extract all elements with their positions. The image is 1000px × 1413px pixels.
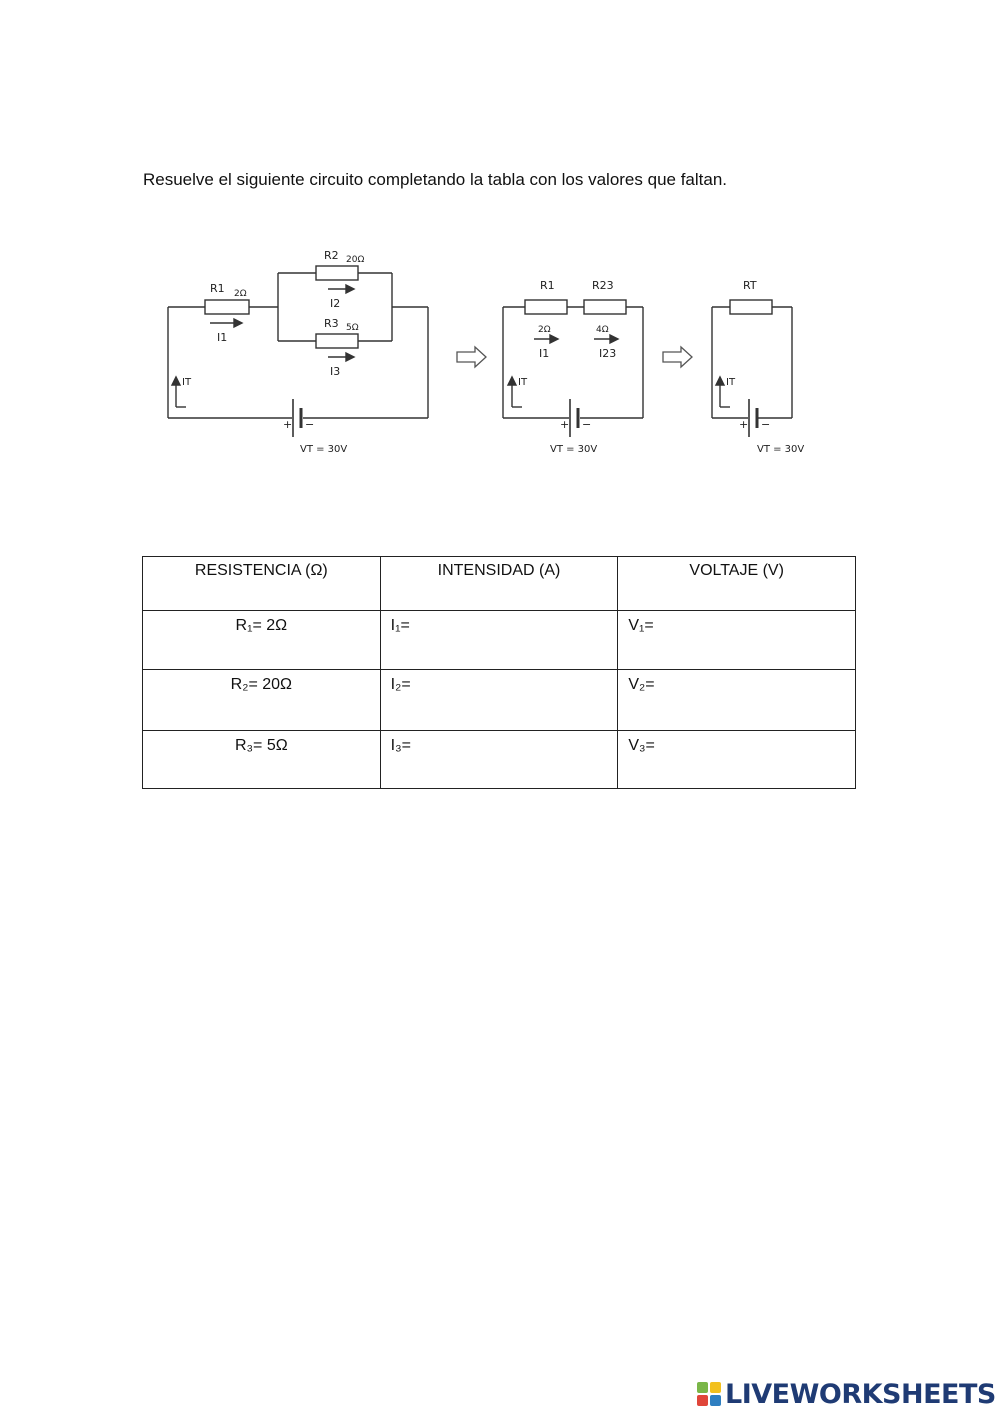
battery-c3: [749, 399, 757, 437]
label-r2-value: 20Ω: [346, 255, 365, 265]
resistor-r1: [205, 300, 249, 314]
label-vt: VT = 30V: [757, 444, 805, 455]
battery-c2: [570, 399, 578, 437]
label-minus: −: [761, 418, 771, 431]
resistor-rt: [730, 300, 772, 314]
label-r2: R2: [324, 249, 339, 262]
table-header-row: [143, 557, 856, 611]
liveworksheets-brand[interactable]: [697, 1377, 996, 1411]
current-arrow-i23: [594, 335, 618, 343]
resistor-r2: [316, 266, 358, 280]
label-i1: I1: [539, 347, 550, 360]
label-r3-value: 5Ω: [346, 323, 359, 333]
cell-voltage-input[interactable]: V₁=: [618, 611, 856, 670]
label-i3: I3: [330, 365, 341, 378]
label-it: IT: [182, 377, 192, 388]
resistor-r23: [584, 300, 626, 314]
resistor-r1-simplified: [525, 300, 567, 314]
table-row: [143, 611, 856, 670]
table-row: [143, 670, 856, 731]
label-i23: I23: [599, 347, 617, 360]
current-arrow-i2: [328, 285, 354, 293]
cell-voltage-input[interactable]: V₂=: [618, 670, 856, 731]
liveworksheets-logo-icon: [697, 1382, 721, 1406]
current-arrow-i3: [328, 353, 354, 361]
cell-resistance: R₃= 5Ω: [143, 731, 381, 789]
battery-c1: [293, 399, 301, 437]
label-r1: R1: [210, 282, 225, 295]
label-plus: +: [283, 418, 293, 431]
current-arrow-i1: [210, 319, 242, 327]
values-table: [142, 556, 856, 789]
label-it: IT: [726, 377, 736, 388]
header-resistencia: RESISTENCIA (Ω): [143, 557, 381, 611]
label-minus: −: [582, 418, 592, 431]
label-r23: R23: [592, 279, 614, 292]
transform-arrow-icon: [457, 347, 486, 367]
label-it: IT: [518, 377, 528, 388]
cell-current-input[interactable]: I₃=: [380, 731, 618, 789]
cell-current-input[interactable]: I₂=: [380, 670, 618, 731]
label-r1-value: 2Ω: [234, 289, 247, 299]
label-rt: RT: [743, 279, 757, 292]
cell-resistance: R₁= 2Ω: [143, 611, 381, 670]
cell-resistance: R₂= 20Ω: [143, 670, 381, 731]
label-plus: +: [560, 418, 570, 431]
label-r1: R1: [540, 279, 555, 292]
label-plus: +: [739, 418, 749, 431]
cell-voltage-input[interactable]: V₃=: [618, 731, 856, 789]
resistor-r3: [316, 334, 358, 348]
circuit-diagram: [140, 215, 860, 485]
label-i2: I2: [330, 297, 341, 310]
header-voltaje: VOLTAJE (V): [618, 557, 856, 611]
label-i1: I1: [217, 331, 228, 344]
label-vt: VT = 30V: [550, 444, 598, 455]
label-minus: −: [305, 418, 315, 431]
instruction-text: Resuelve el siguiente circuito completando la tabla con los valores que faltan.: [143, 170, 728, 189]
label-vt: VT = 30V: [300, 444, 348, 455]
label-r3: R3: [324, 317, 339, 330]
transform-arrow-icon: [663, 347, 692, 367]
label-r1-value: 2Ω: [538, 325, 551, 335]
brand-name: LIVEWORKSHEETS: [725, 1378, 996, 1410]
table-row: [143, 731, 856, 789]
label-r23-value: 4Ω: [596, 325, 609, 335]
cell-current-input[interactable]: I₁=: [380, 611, 618, 670]
header-intensidad: INTENSIDAD (A): [380, 557, 618, 611]
current-arrow-i1-c2: [534, 335, 558, 343]
